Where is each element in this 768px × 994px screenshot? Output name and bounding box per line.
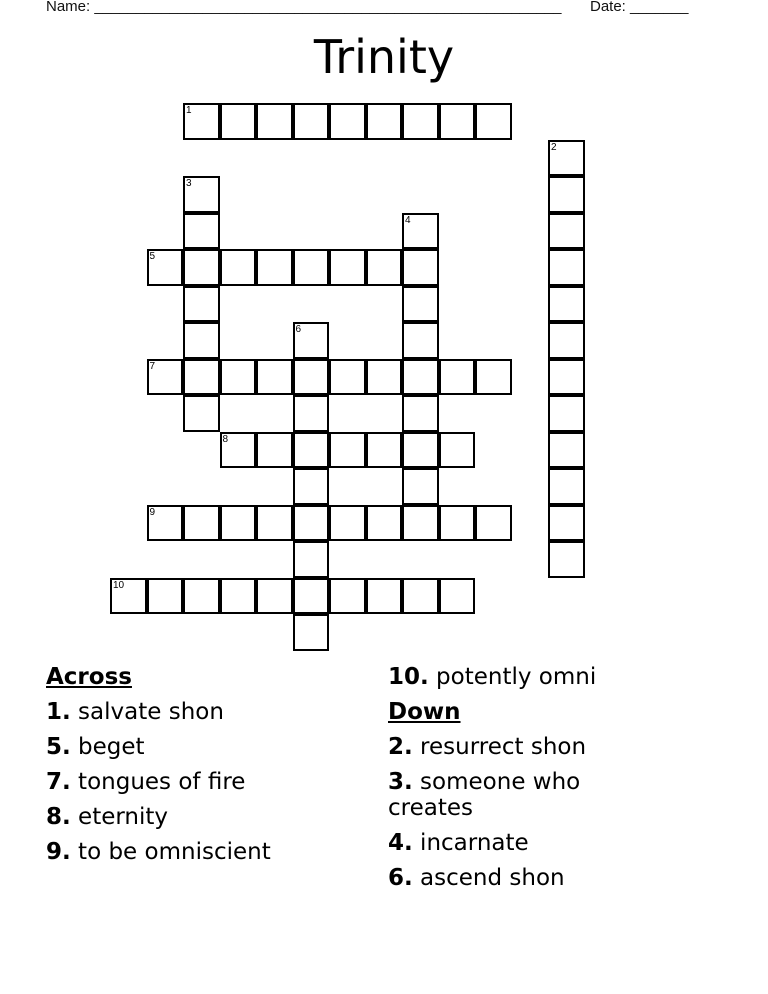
- grid-cell[interactable]: [183, 249, 220, 286]
- grid-cell[interactable]: [548, 468, 585, 505]
- grid-cell[interactable]: [548, 176, 585, 213]
- right-clues-column: [388, 660, 628, 896]
- grid-cell[interactable]: [183, 395, 220, 432]
- clue-number: 7: [149, 360, 156, 372]
- grid-cell[interactable]: [439, 432, 476, 469]
- grid-cell[interactable]: [293, 505, 330, 542]
- across-clues: [46, 660, 366, 870]
- grid-cell[interactable]: [220, 432, 257, 469]
- grid-cell[interactable]: [293, 541, 330, 578]
- clue-number: 8: [222, 433, 229, 445]
- grid-cell[interactable]: [293, 103, 330, 140]
- date-field[interactable]: Date: _______: [590, 0, 689, 15]
- grid-cell[interactable]: [329, 249, 366, 286]
- grid-cell[interactable]: [329, 103, 366, 140]
- grid-cell[interactable]: [548, 322, 585, 359]
- grid-cell[interactable]: [366, 103, 403, 140]
- grid-cell[interactable]: [548, 505, 585, 542]
- clue-down-3: 3. someone who creates: [388, 769, 581, 821]
- grid-cell[interactable]: [548, 359, 585, 396]
- grid-cell[interactable]: [439, 578, 476, 615]
- grid-cell[interactable]: [147, 578, 184, 615]
- grid-cell[interactable]: [548, 541, 585, 578]
- grid-cell[interactable]: [402, 432, 439, 469]
- grid-cell[interactable]: [183, 359, 220, 396]
- grid-cell[interactable]: [256, 249, 293, 286]
- grid-cell[interactable]: [548, 286, 585, 323]
- grid-cell[interactable]: [183, 103, 220, 140]
- grid-cell[interactable]: [183, 505, 220, 542]
- clue-down-6: 6. ascend shon: [388, 865, 565, 891]
- grid-cell[interactable]: [366, 359, 403, 396]
- across-heading: Across: [46, 664, 132, 690]
- grid-cell[interactable]: [183, 213, 220, 250]
- page-title: Trinity: [313, 30, 455, 84]
- grid-cell[interactable]: [402, 213, 439, 250]
- clue-number: 6: [295, 324, 302, 335]
- grid-cell[interactable]: [329, 359, 366, 396]
- grid-cell[interactable]: [366, 505, 403, 542]
- grid-cell[interactable]: [293, 578, 330, 615]
- grid-cell[interactable]: [147, 359, 184, 396]
- grid-cell[interactable]: [293, 614, 330, 651]
- clue-across-5: 5. beget: [46, 734, 145, 760]
- grid-cell[interactable]: [402, 395, 439, 432]
- grid-cell[interactable]: [439, 359, 476, 396]
- grid-cell[interactable]: [293, 395, 330, 432]
- grid-cell[interactable]: [293, 249, 330, 286]
- grid-cell[interactable]: [220, 103, 257, 140]
- clue-number: 10: [113, 579, 125, 591]
- grid-cell[interactable]: [256, 505, 293, 542]
- grid-cell[interactable]: [110, 578, 147, 615]
- grid-cell[interactable]: [329, 578, 366, 615]
- clue-down-4: 4. incarnate: [388, 830, 529, 856]
- grid-cell[interactable]: [402, 322, 439, 359]
- grid-cell[interactable]: [475, 505, 512, 542]
- clue-across-10: 10. potently omni: [388, 664, 597, 690]
- grid-cell[interactable]: [548, 249, 585, 286]
- grid-cell[interactable]: [183, 286, 220, 323]
- grid-cell[interactable]: [293, 432, 330, 469]
- clue-number: 5: [149, 251, 156, 262]
- grid-cell[interactable]: [548, 140, 585, 177]
- grid-cell[interactable]: [402, 103, 439, 140]
- grid-cell[interactable]: [548, 395, 585, 432]
- grid-cell[interactable]: [366, 249, 403, 286]
- grid-cell[interactable]: [293, 322, 330, 359]
- clue-number: 9: [149, 506, 156, 518]
- grid-cell[interactable]: [475, 103, 512, 140]
- grid-cell[interactable]: [402, 505, 439, 542]
- grid-cell[interactable]: [293, 468, 330, 505]
- clue-across-1: 1. salvate shon: [46, 699, 224, 725]
- grid-cell[interactable]: [366, 578, 403, 615]
- grid-cell[interactable]: [256, 578, 293, 615]
- clue-down-2: 2. resurrect shon: [388, 734, 587, 760]
- grid-cell[interactable]: [147, 505, 184, 542]
- grid-cell[interactable]: [548, 213, 585, 250]
- grid-cell[interactable]: [220, 578, 257, 615]
- grid-cell[interactable]: [475, 359, 512, 396]
- grid-cell[interactable]: [183, 578, 220, 615]
- grid-cell[interactable]: [183, 176, 220, 213]
- clue-across-8: 8. eternity: [46, 804, 169, 830]
- grid-cell[interactable]: [183, 322, 220, 359]
- clue-across-9: 9. to be omniscient: [46, 839, 271, 865]
- clue-number: 2: [551, 141, 557, 153]
- clue-number: 3: [186, 178, 192, 189]
- grid-cell[interactable]: [256, 432, 293, 469]
- grid-cell[interactable]: [402, 359, 439, 396]
- grid-cell[interactable]: [329, 505, 366, 542]
- grid-cell[interactable]: [402, 578, 439, 615]
- name-field[interactable]: Name: ________________________________________________________: [46, 0, 562, 15]
- grid-cell[interactable]: [402, 468, 439, 505]
- grid-cell[interactable]: [548, 432, 585, 469]
- grid-cell[interactable]: [220, 249, 257, 286]
- clue-number: 1: [186, 105, 192, 116]
- grid-cell[interactable]: [402, 249, 439, 286]
- grid-cell[interactable]: [256, 359, 293, 396]
- grid-cell[interactable]: [220, 359, 257, 396]
- grid-cell[interactable]: [293, 359, 330, 396]
- grid-cell[interactable]: [439, 505, 476, 542]
- grid-cell[interactable]: [256, 103, 293, 140]
- grid-cell[interactable]: [220, 505, 257, 542]
- grid-cell[interactable]: [439, 103, 476, 140]
- grid-cell[interactable]: [366, 432, 403, 469]
- clue-across-7: 7. tongues of fire: [46, 769, 246, 795]
- grid-cell[interactable]: [402, 286, 439, 323]
- grid-cell[interactable]: [329, 432, 366, 469]
- grid-cell[interactable]: [147, 249, 184, 286]
- clue-number: 4: [405, 214, 411, 226]
- down-heading: Down: [388, 699, 461, 725]
